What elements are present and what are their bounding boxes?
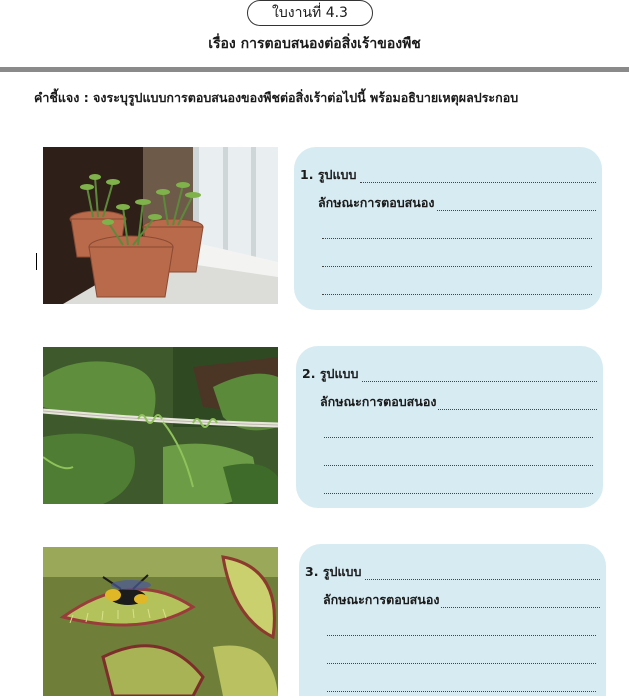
dotted-fill-line — [432, 409, 597, 410]
photo-vine-tendril — [43, 347, 278, 504]
dotted-fill-line — [322, 266, 592, 267]
answer-line-blank[interactable] — [300, 245, 602, 273]
answer-line-blank[interactable] — [302, 444, 603, 472]
photo-seedlings-window — [43, 147, 278, 304]
dotted-fill-line — [327, 691, 596, 692]
answer-line-blank[interactable] — [302, 472, 603, 500]
dotted-fill-line — [327, 663, 596, 664]
item-response-label: ลักษณะการตอบสนอง — [323, 590, 441, 610]
dotted-fill-line — [435, 607, 600, 608]
item-response-label: ลักษณะการตอบสนอง — [320, 392, 438, 412]
worksheet-subject: เรื่อง การตอบสนองต่อสิ่งเร้าของพืช — [208, 36, 421, 52]
answer-line-response[interactable] — [300, 189, 602, 217]
photo-venus-flytrap — [43, 547, 278, 696]
answer-line-response[interactable] — [302, 388, 603, 416]
answer-card-1 — [294, 147, 602, 310]
dotted-fill-line — [324, 493, 593, 494]
answer-line-blank[interactable] — [305, 642, 606, 670]
answer-line-pattern[interactable] — [302, 360, 603, 388]
answer-line-pattern[interactable] — [305, 558, 606, 586]
dotted-fill-line — [322, 294, 592, 295]
header-divider — [0, 67, 629, 72]
dotted-fill-line — [324, 437, 593, 438]
answer-line-blank[interactable] — [300, 217, 602, 245]
item-pattern-label: 2. รูปแบบ — [302, 364, 360, 384]
dotted-fill-line — [430, 210, 596, 211]
instruction-text: คำชี้แจง : จงระบุรูปแบบการตอบสนองของพืชต่อสิ่งเร้าต่อไปนี้ พร้อมอธิบายเหตุผลประกอบ — [34, 90, 519, 105]
answer-card-2 — [296, 346, 603, 508]
dotted-fill-line — [327, 635, 596, 636]
answer-line-pattern[interactable] — [300, 161, 602, 189]
dotted-fill-line — [324, 465, 593, 466]
item-pattern-label: 1. รูปแบบ — [300, 165, 358, 185]
dotted-fill-line — [322, 238, 592, 239]
answer-line-blank[interactable] — [300, 273, 602, 301]
dotted-fill-line — [362, 381, 597, 382]
answer-line-response[interactable] — [305, 586, 606, 614]
answer-card-3 — [299, 544, 606, 696]
worksheet-title-pill — [247, 0, 373, 26]
item-response-label: ลักษณะการตอบสนอง — [318, 193, 436, 213]
worksheet-label: ใบงานที่ 4.3 — [272, 5, 348, 21]
answer-line-blank[interactable] — [305, 670, 606, 698]
dotted-fill-line — [360, 182, 596, 183]
item-pattern-label: 3. รูปแบบ — [305, 562, 363, 582]
answer-line-blank[interactable] — [302, 416, 603, 444]
text-cursor — [36, 253, 37, 270]
answer-line-blank[interactable] — [305, 614, 606, 642]
dotted-fill-line — [365, 579, 600, 580]
